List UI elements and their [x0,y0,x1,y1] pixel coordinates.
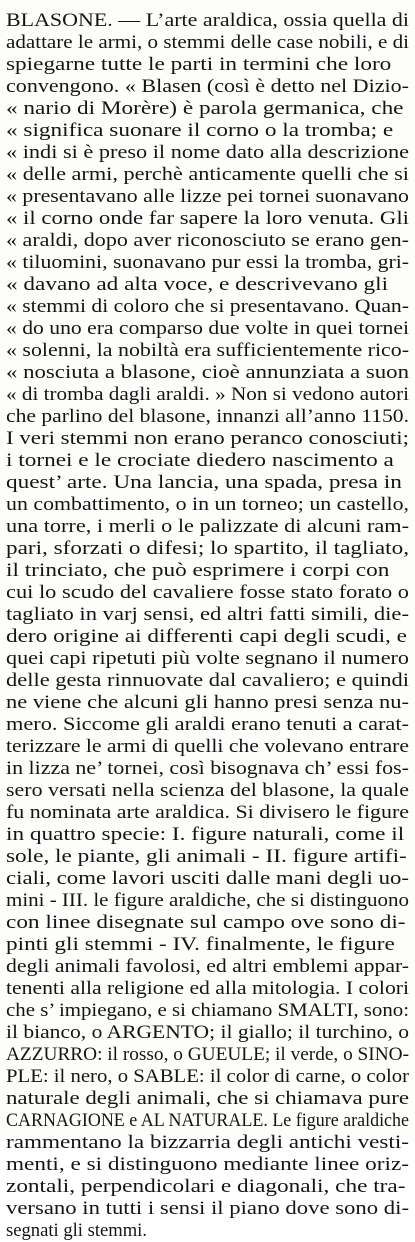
text-line [0,538,415,560]
text-line-content: « di tromba dagli araldi. » Non si vedono autori [6,384,409,405]
text-line [0,406,415,428]
text-line-content: zontali, perpendicolari e diagonali, che tra- [6,1176,406,1197]
text-line [0,384,415,406]
text-line-content: dero origine ai differenti capi degli scudi, e [6,626,407,647]
text-line [0,604,415,626]
text-line-content: « presentavano alle lizze pei tornei suonavano [6,186,409,207]
text-line-content: fu nominata arte araldica. Si divisero le figure [6,802,410,823]
text-line-content: adattare le armi, o stemmi delle case nobili, e di [6,32,410,53]
text-line-content: spiegarne tutte le parti in termini che loro [6,54,392,75]
text-line-content: un combattimento, o in un torneo; un castello, [6,494,410,515]
text-line-content: « nario di Morère) è parola germanica, che [6,98,404,119]
text-line [0,846,415,868]
text-line-content: « nosciuta a blasone, cioè annunziata a suon [6,362,410,383]
text-line-content: I veri stemmi non erano peranco conosciuti; [6,428,410,449]
text-line [0,120,415,142]
text-line-content: CARNAGIONE e AL NATURALE. Le figure araldiche [6,1110,409,1131]
text-line [0,362,415,384]
text-line [0,340,415,362]
text-line-content: PLE: il nero, o SABLE: il color di carne, o color [6,1066,409,1087]
text-line [0,274,415,296]
text-line-content: menti, e si distinguono mediante linee oriz- [6,1154,409,1175]
text-line-content: cui lo scudo del cavaliere fosse stato forato o [6,582,409,603]
text-line [0,98,415,120]
text-line [0,318,415,340]
text-line [0,648,415,670]
text-line [0,736,415,758]
text-line [0,1000,415,1022]
text-line-content: « araldi, dopo aver riconosciuto se erano gen- [6,230,409,251]
text-line-content: che s’ impiegano, e si chiamano SMALTI, sono: [6,1000,410,1021]
text-line-content: « indi si è preso il nome dato alla descrizione [6,142,409,163]
text-line-content: degli animali favolosi, ed altri emblemi appar- [6,956,410,977]
text-line [0,252,415,274]
text-line-content: « tiluomini, suonavano pur essi la tromba, gri- [6,252,410,273]
text-line [0,934,415,956]
text-line [0,868,415,890]
text-line [0,956,415,978]
text-line-content: « stemmi di coloro che si presentavano. Quan- [6,296,409,317]
text-line-content: « significa suonare il corno o la tromba; e [6,120,394,141]
text-line-content: che parlino del blasone, innanzi all’anno 1150. [6,406,410,427]
text-line-content: quest’ arte. Una lancia, una spada, presa in [6,472,402,493]
text-line-content: una torre, i merli o le palizzate di alcuni ram- [6,516,409,537]
text-line [0,142,415,164]
text-line [0,1088,415,1110]
text-line-content: segnati gli stemmi. [6,1220,147,1241]
text-line-content: tenenti alla religione ed alla mitologia. I colori [6,978,410,999]
text-line-content: il trinciato, che può esprimere i corpi con [6,560,390,581]
text-line [0,1154,415,1176]
text-line-content: « do uno era comparso due volte in quei tornei [6,318,409,339]
text-line-content: mero. Siccome gli araldi erano tenuti a carat- [6,714,409,735]
text-line [0,692,415,714]
text-line-content: mini - III. le figure araldiche, che si distinguono [6,890,410,911]
text-line [0,626,415,648]
text-line [0,10,415,32]
text-line [0,1044,415,1066]
text-line [0,296,415,318]
text-line-content: versano in tutti i sensi il piano dove sono di- [6,1198,410,1219]
text-line [0,890,415,912]
text-line [0,472,415,494]
text-line-content: delle gesta rinnuovate dal cavaliero; e quindi [6,670,410,691]
text-line-content: rammentano la bizzarria degli antichi vesti- [6,1132,410,1153]
text-line-content: pari, sforzati o difesi; lo spartito, il tagliato, [6,538,409,559]
text-line-content: « delle armi, perchè anticamente quelli che si [6,164,409,185]
text-line-content: in lizza ne’ tornei, così bisognava ch’ essi fos- [6,758,409,779]
text-line [0,450,415,472]
text-line-content: tagliato in varj sensi, ed altri fatti simili, die- [6,604,409,625]
text-line-content: quei capi ripetuti più volte segnano il numero [6,648,410,669]
text-line [0,560,415,582]
text-line [0,54,415,76]
text-line [0,582,415,604]
text-line [0,428,415,450]
text-line [0,494,415,516]
text-line-content: BLASONE. — L’arte araldica, ossia quella di [6,10,410,31]
text-line [0,1066,415,1088]
text-line [0,1022,415,1044]
text-line [0,1176,415,1198]
text-line [0,824,415,846]
text-line-content: sole, le piante, gli animali - II. figure artifi- [6,846,407,867]
text-line-content: i tornei e le crociate diedero nascimento a [6,450,394,471]
text-line [0,186,415,208]
text-line [0,670,415,692]
text-line [0,164,415,186]
text-line-content: « davano ad alta voce, e descrivevano gli [6,274,389,295]
text-line [0,802,415,824]
text-line [0,1132,415,1154]
text-line [0,714,415,736]
text-line-content: ne viene che alcuni gli hanno presi senza nu- [6,692,410,713]
text-line [0,76,415,98]
text-line [0,230,415,252]
text-line [0,1110,415,1132]
text-line-content: in quattro specie: I. figure naturali, come il [6,824,405,845]
text-line [0,780,415,802]
text-line-content: sero versati nella scienza del blasone, la quale [6,780,409,801]
text-line-content: naturale degli animali, che si chiamava pure [6,1088,409,1109]
text-line-content: « solenni, la nobiltà era sufficientemente rico- [6,340,410,361]
text-line [0,912,415,934]
text-line-content: terizzare le armi di quelli che volevano entrare [6,736,409,757]
text-line-content: convengono. « Blasen (così è detto nel Dizio- [6,76,409,97]
text-line [0,758,415,780]
text-line [0,1198,415,1220]
text-line-content: pinti gli stemmi - IV. finalmente, le figure [6,934,395,955]
text-line-content: ciali, come lavori usciti dalle mani degli uo- [6,868,410,889]
text-line-content: « il corno onde far sapere la loro venuta. Gli [6,208,409,229]
text-line [0,1220,415,1242]
text-line [0,208,415,230]
text-line [0,32,415,54]
text-line-content: con linee disegnate sul campo ove sono di- [6,912,406,933]
text-line-content: AZZURRO: il rosso, o GUEULE; il verde, o SINO- [6,1044,410,1065]
text-line [0,516,415,538]
text-line [0,978,415,1000]
text-line-content: il bianco, o ARGENTO; il giallo; il turchino, o [6,1022,410,1043]
